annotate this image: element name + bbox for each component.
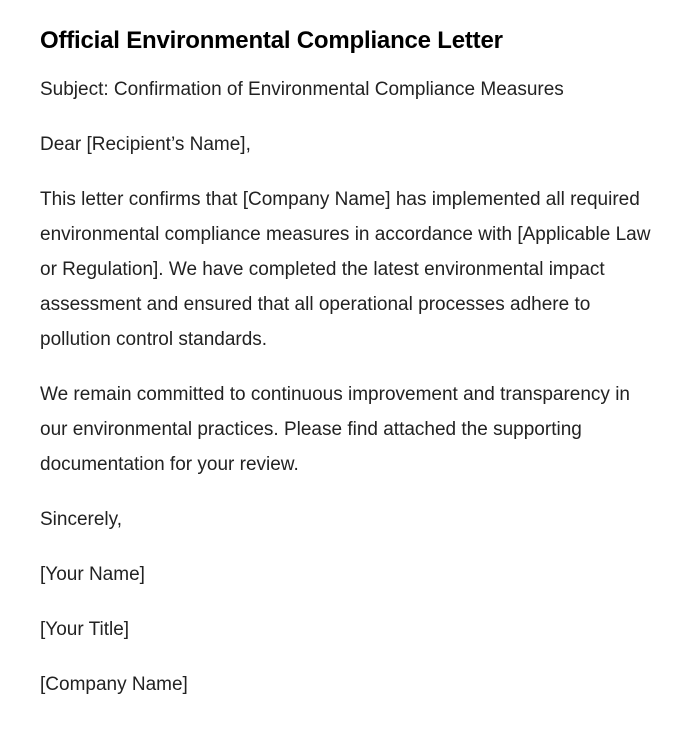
letter-closing: Sincerely,: [40, 509, 123, 530]
letter-title: Official Environmental Compliance Letter: [40, 27, 503, 54]
letter-body-paragraph-1: This letter confirms that [Company Name] has implemented all required environmental compliance measures in accordance with [Applicable Law or Regulation]. We have completed the latest environmental impact assessment and ensured that all operational processes adhere to pollution control standards.: [40, 189, 651, 350]
letter-subject: Subject: Confirmation of Environmental Compliance Measures: [40, 79, 564, 100]
signer-name: [Your Name]: [40, 564, 145, 585]
signer-title: [Your Title]: [40, 619, 130, 640]
letter-body-paragraph-2: We remain committed to continuous improvement and transparency in our environmental practices. Please find attached the supporting documentation for your review.: [40, 384, 630, 475]
signer-company: [Company Name]: [40, 674, 188, 695]
letter-salutation: Dear [Recipient’s Name],: [40, 134, 251, 155]
